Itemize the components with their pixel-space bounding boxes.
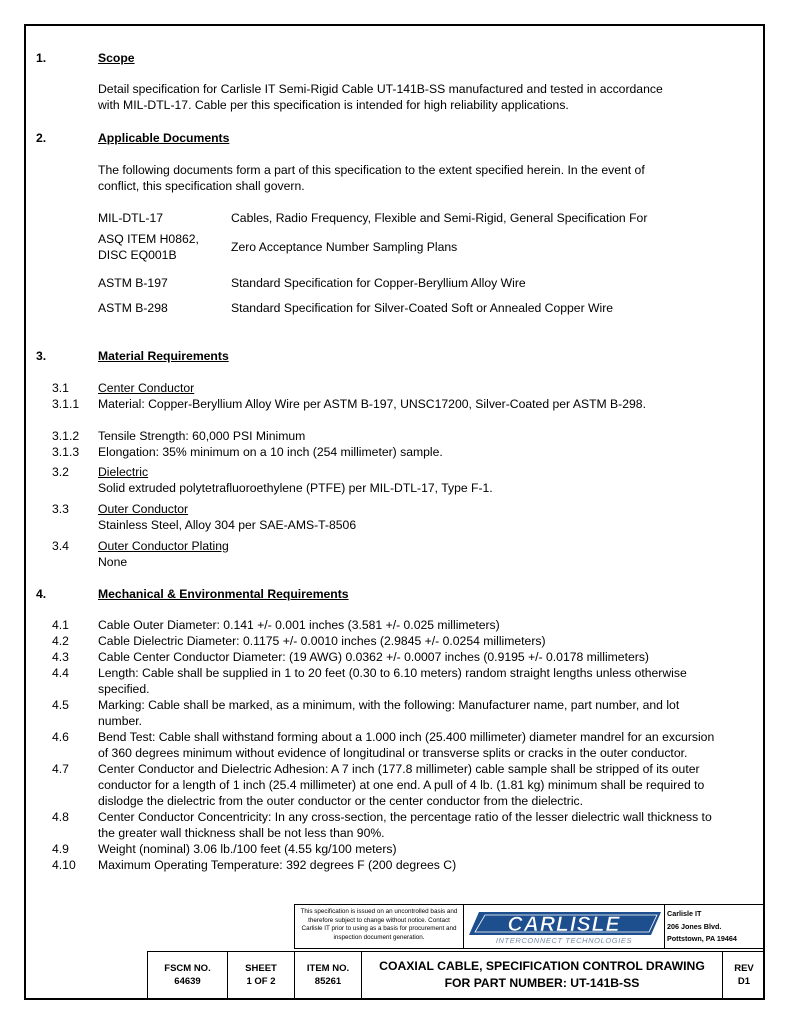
mechanical-line: Cable Dielectric Diameter: 0.1175 +/- 0.0010 inches (2.9845 +/- 0.0254 millimeters)	[98, 634, 546, 648]
section-title-material-requirements: Material Requirements	[98, 349, 229, 363]
item-number: 4.7	[52, 762, 69, 776]
item-number: 3.2	[52, 465, 69, 479]
drawing-title-line: FOR PART NUMBER: UT-141B-SS	[444, 976, 640, 990]
document-id: ASQ ITEM H0862,	[98, 232, 199, 246]
section-number: 4.	[36, 587, 47, 601]
scope-text-line: Detail specification for Carlisle IT Semi-Rigid Cable UT-141B-SS manufactured and tested in accordance	[98, 82, 663, 96]
material-item: Tensile Strength: 60,000 PSI Minimum	[98, 429, 306, 443]
item-number: 3.3	[52, 502, 69, 516]
fscm-cell	[148, 962, 227, 988]
applicable-intro-line: conflict, this specification shall govern.	[98, 179, 305, 193]
mechanical-line: Maximum Operating Temperature: 392 degrees F (200 degrees C)	[98, 858, 457, 872]
item-number: 4.5	[52, 698, 69, 712]
section-title-applicable-documents: Applicable Documents	[98, 131, 230, 145]
section-number: 1.	[36, 51, 47, 65]
document-id: ASTM B-197	[98, 276, 168, 290]
mechanical-line: Cable Center Conductor Diameter: (19 AWG) 0.0362 +/- 0.0007 inches (0.9195 +/- 0.0178 millimeters)	[98, 650, 649, 664]
rev-value: D1	[737, 976, 751, 987]
item-number: 4.4	[52, 666, 69, 680]
item-number: 3.1.2	[52, 429, 80, 443]
mechanical-line: specified.	[98, 682, 150, 696]
item-number: 4.9	[52, 842, 69, 856]
mechanical-line: Length: Cable shall be supplied in 1 to 20 feet (0.30 to 6.10 meters) random straight lengths unless otherwise	[98, 666, 687, 680]
section-title-scope: Scope	[98, 51, 135, 65]
disclaimer-line: Carlisle IT prior to using as a basis for procurement and	[301, 925, 457, 932]
drawing-title-line: COAXIAL CABLE, SPECIFICATION CONTROL DRAWING	[379, 959, 705, 973]
company-city: Pottstown, PA 19464	[667, 934, 737, 943]
mechanical-line: of 360 degrees minimum without evidence of longitudinal or transverse splits or cracks in the outer conductor.	[98, 746, 688, 760]
sheet-value: 1 OF 2	[246, 976, 276, 987]
mechanical-line: the greater wall thickness shall be not less than 90%.	[98, 826, 385, 840]
disclaimer-line: therefore subject to change without notice. Contact	[308, 916, 450, 924]
logo-subtitle: INTERCONNECT TECHNOLOGIES	[495, 936, 633, 945]
disclaimer-line: inspection document generation.	[333, 933, 425, 941]
mechanical-line: dislodge the dielectric from the outer conductor or the center conductor from the dielectric.	[98, 794, 584, 808]
carlisle-logo	[465, 908, 663, 945]
document-desc: Standard Specification for Copper-Beryllium Alloy Wire	[231, 276, 526, 290]
mechanical-line: Center Conductor Concentricity: In any cross-section, the percentage ratio of the lesser dielectric wall thickness to	[98, 810, 712, 824]
rev-label: REV	[734, 963, 754, 974]
item-number: 4.6	[52, 730, 69, 744]
fscm-label: FSCM NO.	[164, 963, 211, 974]
section-title-mechanical-requirements: Mechanical & Environmental Requirements	[98, 587, 349, 601]
material-item: Outer Conductor Plating	[98, 539, 229, 553]
item-label: ITEM NO.	[306, 963, 350, 974]
document-desc: Standard Specification for Silver-Coated Soft or Annealed Copper Wire	[231, 301, 614, 315]
document-desc: Zero Acceptance Number Sampling Plans	[231, 240, 458, 254]
mechanical-line: Weight (nominal) 3.06 lb./100 feet (4.55 kg/100 meters)	[98, 842, 397, 856]
mechanical-line: Cable Outer Diameter: 0.141 +/- 0.001 inches (3.581 +/- 0.025 millimeters)	[98, 618, 500, 632]
mechanical-line: Marking: Cable shall be marked, as a minimum, with the following: Manufacturer name, part number, and lot	[98, 698, 680, 712]
material-item: Outer Conductor	[98, 502, 189, 516]
fscm-value: 64639	[174, 976, 201, 987]
mechanical-line: conductor for a length of 1 inch (25.4 millimeter) at one end. A pull of 4 lb. (1.81 kg) minimum shall be required to	[98, 778, 705, 792]
document-id: MIL-DTL-17	[98, 211, 164, 225]
material-item: Dielectric	[98, 465, 149, 479]
item-number: 4.8	[52, 810, 69, 824]
material-item: Elongation: 35% minimum on a 10 inch (254 millimeter) sample.	[98, 445, 443, 459]
material-item: Solid extruded polytetrafluoroethylene (PTFE) per MIL-DTL-17, Type F-1.	[98, 481, 493, 495]
scope-text-line: with MIL-DTL-17. Cable per this specification is intended for high reliability applications.	[98, 98, 569, 112]
title-block-divider	[463, 904, 464, 949]
rev-cell	[723, 962, 765, 988]
mechanical-line: Center Conductor and Dielectric Adhesion: A 7 inch (177.8 millimeter) cable sample shall be stripped of its outer	[98, 762, 700, 776]
mechanical-line: number.	[98, 714, 143, 728]
section-number: 2.	[36, 131, 47, 145]
carlisle-logo-icon	[465, 908, 663, 945]
item-number: 3.1.1	[52, 397, 80, 411]
item-value: 85261	[314, 976, 342, 987]
document-id: ASTM B-298	[98, 301, 168, 315]
sheet-cell	[228, 962, 294, 988]
item-number: 4.10	[52, 858, 76, 872]
material-item: Material: Copper-Beryllium Alloy Wire per ASTM B-197, UNSC17200, Silver-Coated per ASTM B-298.	[98, 397, 646, 411]
disclaimer-line: This specification is issued on an uncontrolled basis and	[300, 908, 458, 915]
drawing-title	[362, 958, 722, 992]
company-street: 206 Jones Blvd.	[667, 921, 722, 931]
logo-wordmark: CARLISLE	[507, 913, 621, 936]
title-block-divider	[664, 904, 665, 949]
material-item: Stainless Steel, Alloy 304 per SAE-AMS-T-8506	[98, 518, 357, 532]
item-number: 3.1	[52, 381, 69, 395]
item-number: 3.4	[52, 539, 69, 553]
item-number: 4.3	[52, 650, 69, 664]
mechanical-line: Bend Test: Cable shall withstand forming about a 1.000 inch (25.400 millimeter) diameter mandrel for an excursion	[98, 730, 715, 744]
item-number: 4.1	[52, 618, 69, 632]
material-item: Center Conductor	[98, 381, 195, 395]
company-name: Carlisle IT	[667, 909, 702, 918]
applicable-intro-line: The following documents form a part of this specification to the extent specified herein. In the event of	[98, 163, 645, 177]
sheet-label: SHEET	[245, 963, 277, 974]
disclaimer-text	[296, 908, 462, 942]
document-id: DISC EQ001B	[98, 248, 177, 262]
section-number: 3.	[36, 349, 47, 363]
item-number: 4.2	[52, 634, 69, 648]
material-item: None	[98, 555, 128, 569]
company-address	[667, 908, 737, 946]
item-number: 3.1.3	[52, 445, 80, 459]
document-desc: Cables, Radio Frequency, Flexible and Semi-Rigid, General Specification For	[231, 211, 648, 225]
item-cell	[295, 962, 361, 988]
